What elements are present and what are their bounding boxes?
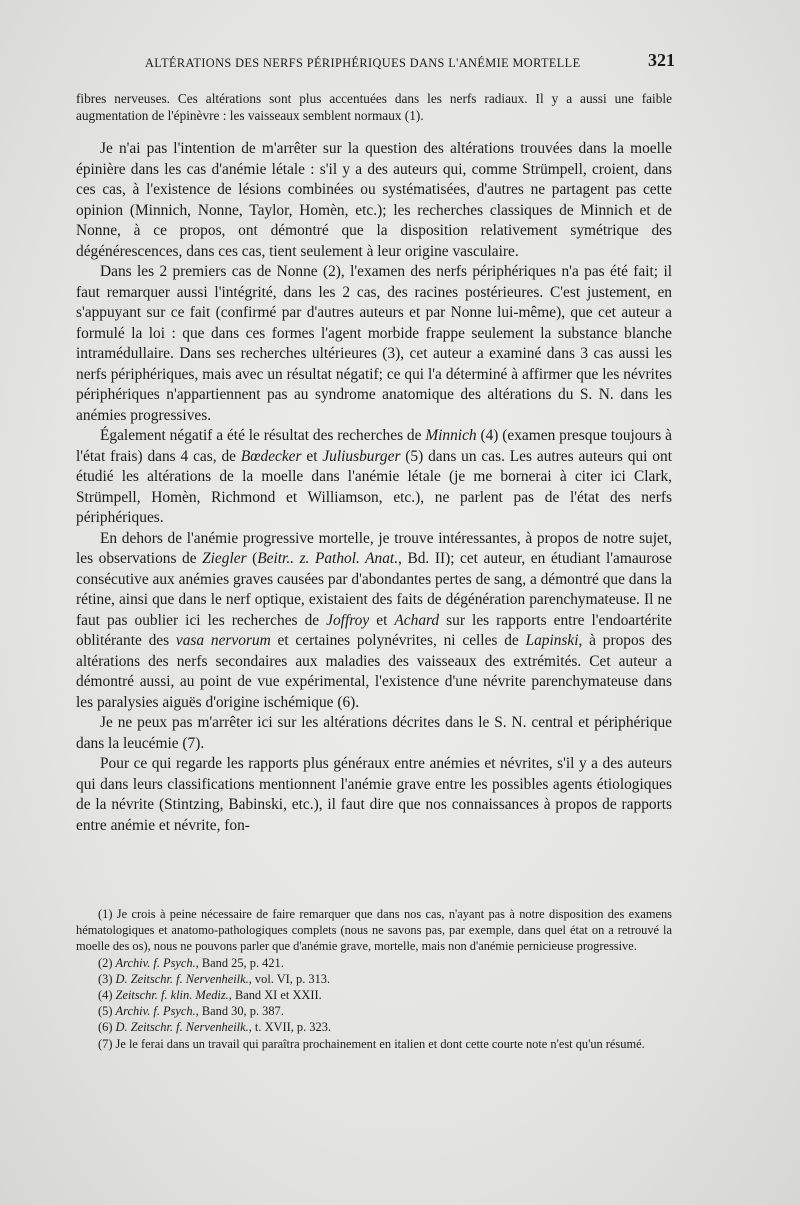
footnote-6: [76, 1019, 672, 1035]
footnote-2-num: (2): [98, 955, 116, 970]
paragraph-intro: fibres nerveuses. Ces altérations sont plus accentuées dans les nerfs radiaux. Il y a aussi une faible augmentation de l'épinèvre : les vaisseaux semblent normaux (1).: [76, 91, 672, 123]
p3-text-d: (5) dans un cas. Les autres auteurs qui ont étudié les altérations de la moelle dans l'anémie létale (je me bornerai à citer ici Clark, Strümpell, Homèn, Richmond et Williamson, etc.), ne parlent pas de l'état des nerfs périphériques.: [76, 447, 672, 526]
footnote-5-journal: Archiv. f. Psych.: [115, 1004, 196, 1019]
author-lapinski: Lapinski: [525, 632, 579, 649]
author-joffroy: Joffroy: [326, 611, 370, 629]
p4-text-c: , Bd. II); cet auteur, en étudiant l'amaurose consécutive aux anémies graves causées par d'abondantes pertes de sang, a démontré que dans la rétine, ainsi que dans le nerf optique, existaient des faits de dégénération parenchymateuse. Il ne faut pas oublier ici les recherches de: [76, 550, 672, 629]
paragraph-4: [76, 529, 672, 714]
footnote-4-rest: , Band XI et XXII.: [228, 988, 322, 1003]
p3-text-b: (4) (examen presque toujours à l'état frais) dans 4 cas, de: [76, 427, 672, 465]
footnotes: [76, 906, 672, 1052]
p4-text-f: et certaines polynévrites, ni celles de: [270, 632, 526, 649]
p3-text-c: et: [301, 447, 323, 465]
footnote-5-rest: , Band 30, p. 387.: [195, 1004, 284, 1019]
footnote-6-num: (6): [98, 1020, 116, 1035]
p4-text-d: et: [369, 611, 395, 629]
paragraph-5: Je ne peux pas m'arrêter ici sur les altérations décrites dans le S. N. central et périphérique dans la leucémie (7).: [76, 714, 672, 752]
footnote-3-journal: D. Zeitschr. f. Nervenheilk.: [115, 971, 249, 986]
paragraph-6: Pour ce qui regarde les rapports plus généraux entre anémies et névrites, s'il y a des auteurs qui dans leurs classifications mentionnent l'anémie grave entre les possibles agents étiologiques de la névrite (Stintzing, Babinski, etc.), il faut dire que nos connaissances à propos de rapports entre anémie et névrite, fon-: [76, 755, 672, 834]
paragraph-1: Je n'ai pas l'intention de m'arrêter sur la question des altérations trouvées dans la moelle épinière dans les cas d'anémie létale : s'il y a des auteurs qui, comme Strümpell, croient, dans ces cas, à l'existence de lésions combinées ou systématisées, d'autres ne partagent pas cette opinion (Minnich, Nonne, Taylor, Homèn, etc.); les recherches classiques de Minnich et de Nonne, à ce propos, ont démontré que la disposition relativement symétrique des dégénérescences, dans ces cas, tient seulement à leur origine vasculaire.: [76, 140, 672, 260]
author-ziegler: Ziegler: [202, 550, 247, 567]
author-boedecker: Bœdecker: [240, 447, 302, 465]
p4-text-b: (: [246, 550, 258, 567]
running-head: ALTÉRATIONS DES NERFS PÉRIPHÉRIQUES DANS L'ANÉMIE MORTELLE: [145, 56, 581, 70]
author-juliusburger: Juliusburger: [322, 447, 401, 465]
body-text: [76, 90, 672, 836]
author-achard: Achard: [394, 611, 440, 629]
footnote-5: [76, 1003, 672, 1019]
paragraph-3: [76, 426, 672, 529]
page-number: 321: [648, 50, 675, 70]
paragraph-2: Dans les 2 premiers cas de Nonne (2), l'examen des nerfs périphériques n'a pas été fait; il faut remarquer aussi l'intégrité, dans les 2 cas, des racines postérieures. C'est justement, en s'appuyant sur ce fait (confirmé par d'autres auteurs et par Nonne lui-même), que cet auteur a formulé la loi : que dans ces formes l'agent morbide frappe seulement la substance blanche intramédullaire. Dans ses recherches ultérieures (3), cet auteur a examiné dans 3 cas aussi les nerfs périphériques, mais avec un résultat négatif; ce qui l'a déterminé à affirmer que les névrites périphériques n'appartiennent pas au syndrome anatomique des altérations du S. N. dans les anémies progressives.: [76, 263, 672, 424]
footnote-3-num: (3): [98, 971, 116, 986]
author-minnich: Minnich: [425, 427, 477, 444]
p3-text-a: Également négatif a été le résultat des recherches de: [100, 427, 426, 444]
footnote-4-journal: Zeitschr. f. klin. Mediz.: [115, 988, 229, 1003]
footnote-4: [76, 987, 672, 1003]
footnote-7: (7) Je le ferai dans un travail qui paraîtra prochainement en italien et dont cette courte note n'est qu'un résumé.: [98, 1036, 645, 1051]
footnote-2-journal: Archiv. f. Psych.: [115, 955, 196, 970]
journal-beitr: Beitr.. z. Pathol. Anat.: [257, 550, 399, 567]
footnote-2: [76, 955, 672, 971]
footnote-1: (1) Je crois à peine nécessaire de faire remarquer que dans nos cas, n'ayant pas à notre disposition des examens hématologiques et anatomo-pathologiques complets (nous ne savons pas, par exemple, dans quel état on a retrouvé la moelle des os), nous ne pouvons parler que d'anémie grave, mortelle, mais non d'anémie pernicieuse progressive.: [76, 907, 672, 954]
p4-text-a: En dehors de l'anémie progressive mortelle, je trouve intéressantes, à propos de notre sujet, les observations de: [76, 529, 672, 567]
footnote-5-num: (5): [98, 1004, 116, 1019]
footnote-3-rest: , vol. VI, p. 313.: [248, 971, 331, 986]
footnote-2-rest: , Band 25, p. 421.: [195, 955, 284, 970]
footnote-4-num: (4): [98, 988, 116, 1003]
term-vasa-nervorum: vasa nervorum: [175, 632, 271, 649]
footnote-3: [76, 971, 672, 987]
footnote-6-rest: , t. XVII, p. 323.: [248, 1020, 331, 1035]
footnote-6-journal: D. Zeitschr. f. Nervenheilk.: [115, 1020, 249, 1035]
p4-text-e: sur les rapports entre l'endoartérite oblitérante des: [76, 611, 673, 649]
p4-text-g: , à propos des altérations des nerfs secondaires aux maladies des vaisseaux des extrémités. Cet auteur a démontré aussi, au point de vue expérimental, l'existence d'une névrite parenchymateuse dans les paralysies aiguës d'origine ischémique (6).: [76, 632, 672, 711]
